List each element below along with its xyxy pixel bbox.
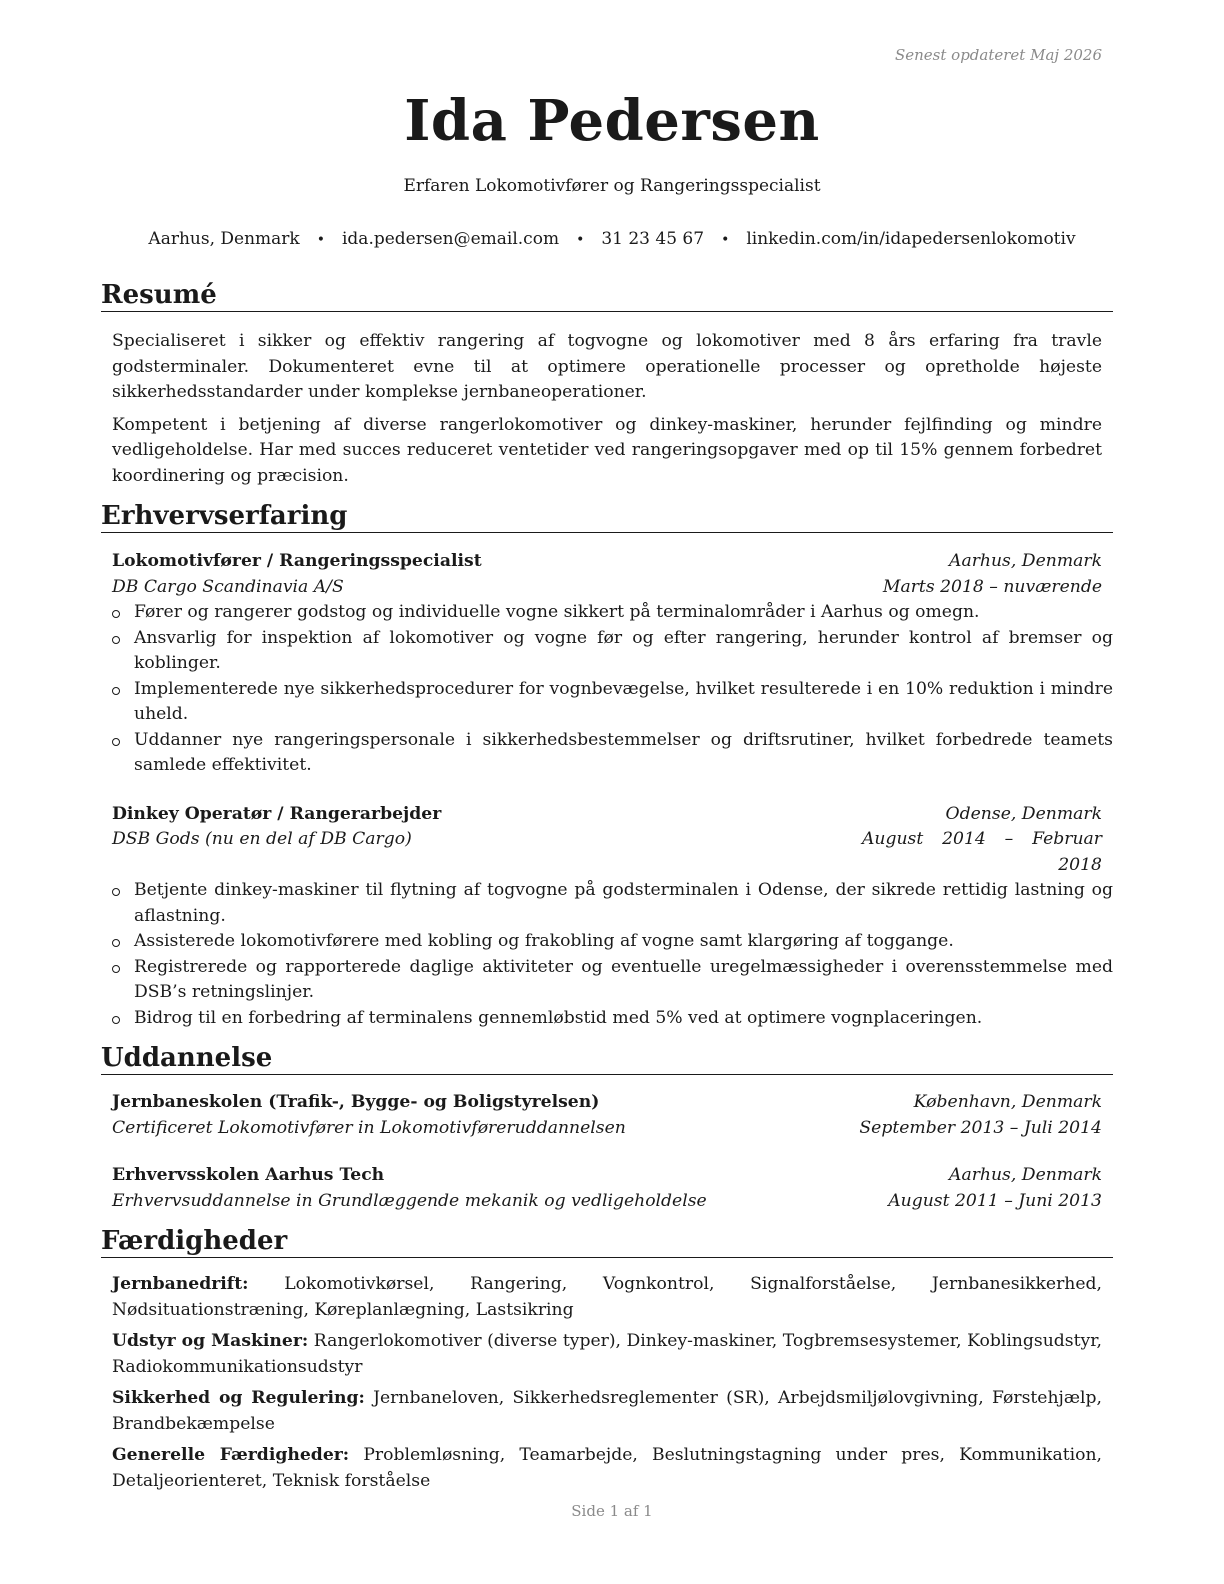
skill-list: Jernbaneloven, Sikkerhedsreglementer (SR), Arbejdsmiljølovgivning, Førstehjælp, Brandbekæmpelse bbox=[112, 1388, 1102, 1434]
education-dates: September 2013 – Juli 2014 bbox=[859, 1117, 1102, 1138]
list-item: Ansvarlig for inspektion af lokomotiver og vogne før og efter rangering, herunder kontrol af bremser og koblinger. bbox=[101, 626, 1113, 677]
section-title-summary: Resumé bbox=[101, 280, 1113, 312]
circle-bullet-icon bbox=[112, 687, 120, 695]
resume-content bbox=[101, 280, 1113, 1506]
section-title-skills: Færdigheder bbox=[101, 1226, 1113, 1258]
job-bullets bbox=[101, 878, 1113, 1031]
education-entry bbox=[112, 1141, 1102, 1214]
circle-bullet-icon bbox=[112, 738, 120, 746]
job-dates: August 2014 – Februar 2018 bbox=[862, 829, 1102, 875]
skill-group bbox=[112, 1386, 1102, 1437]
skill-category: Generelle Færdigheder: bbox=[112, 1445, 350, 1465]
page-number: Side 1 af 1 bbox=[571, 1502, 653, 1520]
skill-category: Jernbanedrift: bbox=[112, 1274, 249, 1294]
summary-section bbox=[101, 280, 1113, 489]
circle-bullet-icon bbox=[112, 939, 120, 947]
circle-bullet-icon bbox=[112, 1016, 120, 1024]
skill-group bbox=[112, 1329, 1102, 1380]
contact-email[interactable]: ida.pedersen@email.com bbox=[341, 229, 560, 249]
list-item: Assisterede lokomotivførere med kobling og frakobling af vogne samt klargøring af toggange. bbox=[101, 929, 1113, 955]
section-title-experience: Erhvervserfaring bbox=[101, 501, 1113, 533]
job-company: DSB Gods (nu en del af DB Cargo) bbox=[112, 829, 412, 849]
skills-section bbox=[101, 1226, 1113, 1494]
circle-bullet-icon bbox=[112, 965, 120, 973]
job-location: Aarhus, Denmark bbox=[949, 551, 1102, 571]
skill-list: Lokomotivkørsel, Rangering, Vognkontrol, Signalforståelse, Jernbanesikkerhed, Nødsituationstræning, Køreplanlægning, Lastsikring bbox=[112, 1274, 1102, 1320]
summary-paragraph: Specialiseret i sikker og effektiv rangering af togvogne og lokomotiver med 8 års erfaring fra travle godsterminaler. Dokumenteret evne til at optimere operationelle processer og opretholde højeste sikkerhedsstandarder under komplekse jernbaneoperationer. bbox=[112, 331, 1102, 402]
experience-section bbox=[101, 501, 1113, 1031]
job-role: Lokomotivfører / Rangeringsspecialist bbox=[112, 551, 482, 571]
section-title-education: Uddannelse bbox=[101, 1043, 1113, 1075]
skill-list: Problemløsning, Teamarbejde, Beslutningstagning under pres, Kommunikation, Detaljeorienteret, Teknisk forståelse bbox=[112, 1445, 1102, 1491]
school-name: Jernbaneskolen (Trafik-, Bygge- og Boligstyrelsen) bbox=[112, 1092, 600, 1112]
summary-paragraph: Kompetent i betjening af diverse rangerlokomotiver og dinkey-maskiner, herunder fejlfinding og mindre vedligeholdelse. Har med succes reduceret ventetider ved rangeringsopgaver med op til 15% gennem forbedret koordinering og præcision. bbox=[112, 414, 1102, 486]
person-name: Ida Pedersen bbox=[404, 88, 820, 154]
contact-line bbox=[0, 229, 1224, 249]
skill-category: Sikkerhed og Regulering: bbox=[112, 1388, 365, 1408]
education-entry bbox=[112, 1075, 1102, 1141]
job-dates: Marts 2018 – nuværende bbox=[882, 576, 1102, 597]
job-entry bbox=[112, 533, 1102, 600]
list-item: Bidrog til en forbedring af terminalens gennemløbstid med 5% ved at optimere vognplaceringen. bbox=[101, 1006, 1113, 1032]
job-company: DB Cargo Scandinavia A/S bbox=[112, 576, 344, 597]
list-item: Fører og rangerer godstog og individuelle vogne sikkert på terminalområder i Aarhus og omegn. bbox=[101, 600, 1113, 626]
skill-category: Udstyr og Maskiner: bbox=[112, 1331, 309, 1351]
skill-group bbox=[112, 1272, 1102, 1323]
list-item: Betjente dinkey-maskiner til flytning af togvogne på godsterminalen i Odense, der sikrede rettidig lastning og aflastning. bbox=[101, 878, 1113, 929]
circle-bullet-icon bbox=[112, 610, 120, 618]
degree: Certificeret Lokomotivfører in Lokomotivføreruddannelsen bbox=[112, 1117, 626, 1138]
bullet-separator-icon: • bbox=[576, 232, 585, 248]
job-location: Odense, Denmark bbox=[945, 803, 1102, 824]
list-item: Implementerede nye sikkerhedsprocedurer for vognbevægelse, hvilket resulterede i en 10% reduktion i mindre uheld. bbox=[101, 677, 1113, 728]
skill-group bbox=[112, 1443, 1102, 1494]
job-title: Erfaren Lokomotivfører og Rangeringsspecialist bbox=[403, 176, 821, 196]
skill-list: Rangerlokomotiver (diverse typer), Dinkey-maskiner, Togbremsesystemer, Koblingsudstyr, Radiokommunikationsudstyr bbox=[112, 1331, 1103, 1377]
education-dates: August 2011 – Juni 2013 bbox=[888, 1190, 1102, 1211]
circle-bullet-icon bbox=[112, 636, 120, 644]
school-location: København, Denmark bbox=[913, 1092, 1102, 1112]
contact-location: Aarhus, Denmark bbox=[148, 229, 300, 249]
list-item: Registrerede og rapporterede daglige aktiviteter og eventuelle uregelmæssigheder i overensstemmelse med DSB’s retningslinjer. bbox=[101, 955, 1113, 1006]
education-section bbox=[101, 1043, 1113, 1214]
job-entry bbox=[112, 779, 1102, 879]
contact-linkedin[interactable]: linkedin.com/in/idapedersenlokomotiv bbox=[746, 229, 1076, 249]
job-role: Dinkey Operatør / Rangerarbejder bbox=[112, 803, 442, 824]
job-bullets bbox=[101, 600, 1113, 779]
last-updated: Senest opdateret Maj 2026 bbox=[894, 46, 1102, 64]
contact-phone: 31 23 45 67 bbox=[601, 229, 705, 249]
bullet-separator-icon: • bbox=[721, 232, 730, 248]
circle-bullet-icon bbox=[112, 888, 120, 896]
school-location: Aarhus, Denmark bbox=[949, 1165, 1102, 1185]
bullet-separator-icon: • bbox=[316, 232, 325, 248]
school-name: Erhvervsskolen Aarhus Tech bbox=[112, 1165, 385, 1185]
list-item: Uddanner nye rangeringspersonale i sikkerhedsbestemmelser og driftsrutiner, hvilket forbedrede teamets samlede effektivitet. bbox=[101, 728, 1113, 779]
degree: Erhvervsuddannelse in Grundlæggende mekanik og vedligeholdelse bbox=[112, 1190, 707, 1211]
